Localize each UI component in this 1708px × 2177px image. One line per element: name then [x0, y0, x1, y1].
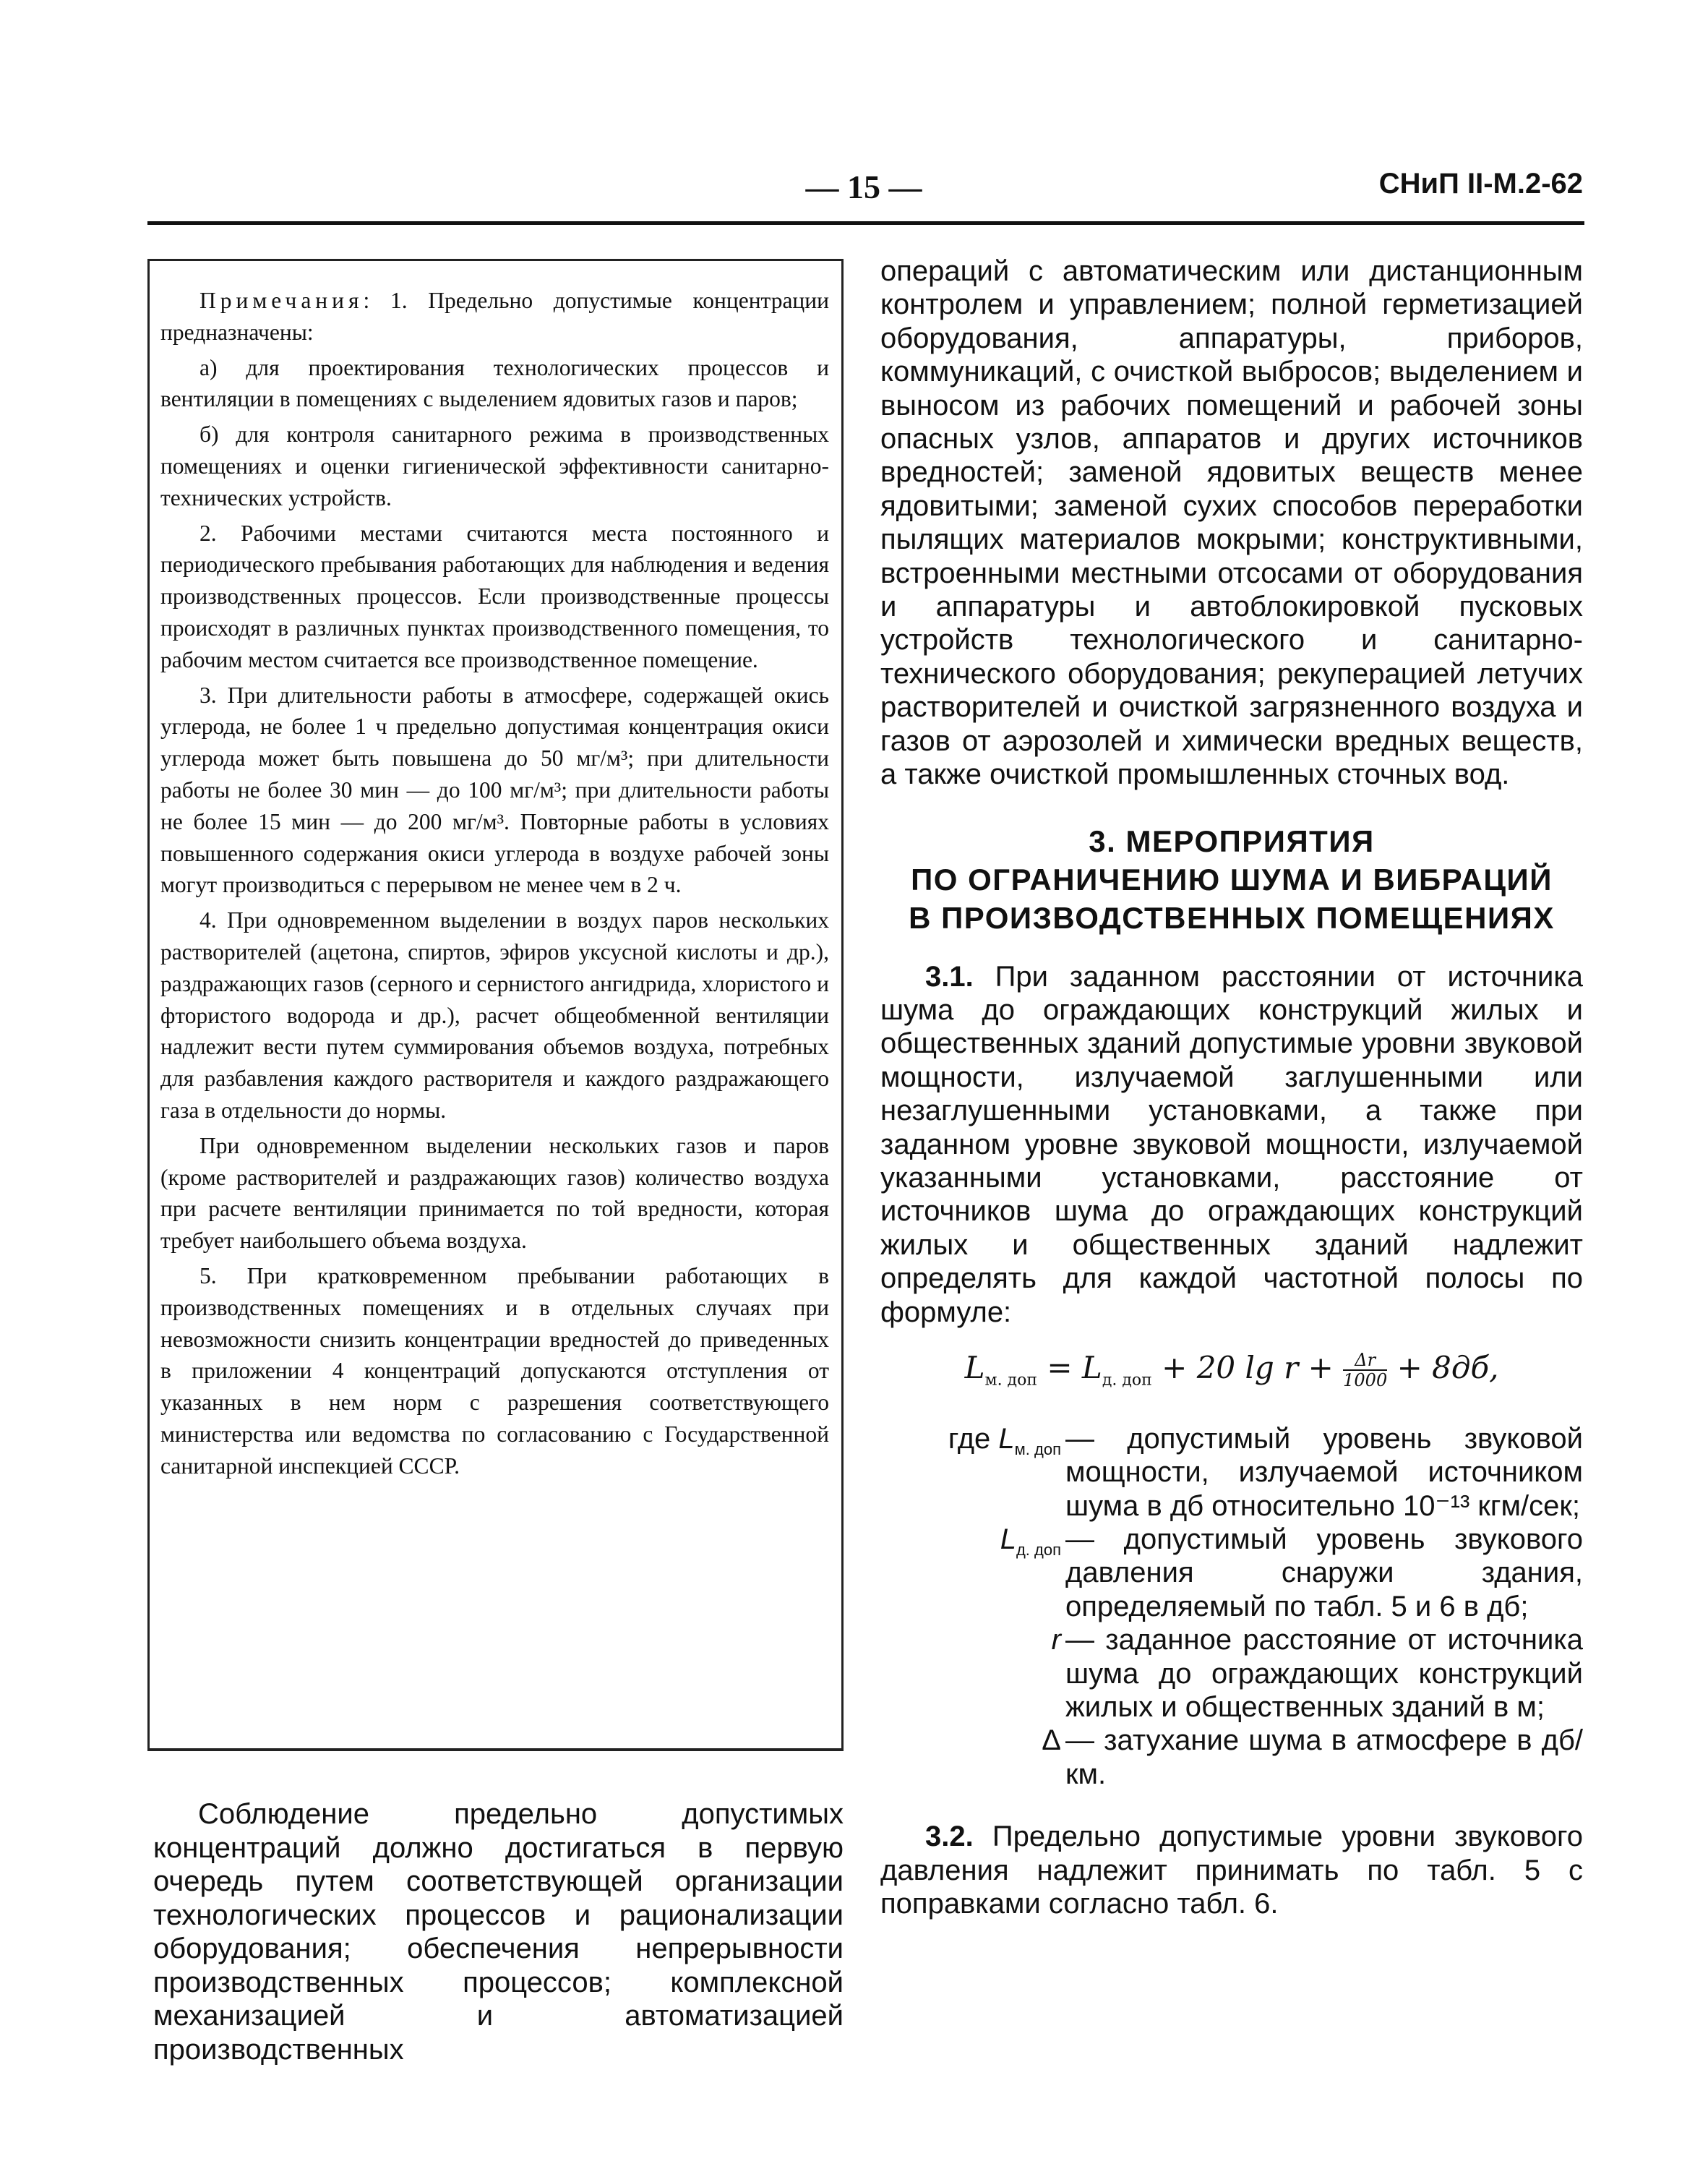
formula-term-2: + 20 lg r + [1151, 1349, 1344, 1385]
definition-text: — допустимый уровень звуковой мощности, излучаемой источником шума в дб относительно 10⁻¹³ кгм/сек; [1065, 1422, 1583, 1522]
section-title [880, 822, 1583, 937]
notes-item-5: 5. При кратковременном пребывании работающих в производственных помещениях и в отдельных случаях при невозможности снизить концентрации вредностей до приведенных в приложении 4 концентраций допускаются отступления от указанных в нем норм с разрешения соответствующего министерства или ведомства по согласованию с Государственной санитарной инспекцией СССР. [160, 1262, 829, 1479]
formula-fraction [1343, 1351, 1387, 1390]
notes-item-2: 2. Рабочими местами считаются места постоянного и периодического пребывания работающих для наблюдения и ведения производственных процессов. Если производственные процессы происходят в различных пунктах производственного помещения, то рабочим местом считается все производственное помещение. [160, 520, 829, 672]
notes-intro [160, 285, 829, 348]
document-code: СНиП II-М.2-62 [1378, 168, 1583, 200]
formula-term-1: L [1081, 1349, 1102, 1385]
section-title-line-3: В ПРОИЗВОДСТВЕННЫХ ПОМЕЩЕНИЯХ [909, 900, 1555, 935]
definition-term [880, 1623, 1065, 1724]
notes-item-a: а) для проектирования технологических процессов и вентиляции в помещениях с выделением ядовитых газов и паров; [160, 354, 829, 412]
definition-text: — заданное расстояние от источника шума до ограждающих конструкций жилых и общественных зданий в м; [1065, 1624, 1583, 1724]
right-column [880, 255, 1583, 1920]
notes-label: Примечания [199, 288, 364, 313]
notes-item-4b: При одновременном выделении нескольких газов и паров (кроме растворителей и раздражающих газов) количество воздуха при расчете вентиляции принимается по той вредности, которая требует наибольшего объема воздуха. [160, 1132, 829, 1254]
definition-subscript: д. доп [1016, 1540, 1061, 1559]
clause-3-2-text: Предельно допустимые уровни звукового давления надлежит принимать по табл. 5 с поправками согласно табл. 6. [880, 1821, 1583, 1920]
definition-prefix: где [948, 1422, 999, 1455]
section-title-line-1: 3. МЕРОПРИЯТИЯ [1089, 824, 1375, 858]
formula-term-1-sub: д. доп [1102, 1371, 1152, 1390]
notes-intro-text: : 1. Предельно допустимые концентрации предназначены: [160, 288, 829, 345]
definition-symbol: Δ [1042, 1724, 1061, 1757]
fraction-denominator: 1000 [1343, 1369, 1388, 1390]
clause-3-2-number: 3.2. [925, 1821, 974, 1853]
formula-eq: = [1037, 1349, 1082, 1385]
formula-lhs-sub: м. доп [984, 1371, 1038, 1390]
notes-item-b: б) для контроля санитарного режима в производственных помещениях и оценки гигиенической эффективности санитарно-технических устройств. [160, 422, 829, 510]
fraction-numerator: Δr [1343, 1351, 1387, 1371]
header-rule [147, 221, 1584, 225]
left-body-text [153, 1797, 844, 2066]
notes-block [160, 285, 829, 1485]
definition-term [880, 1422, 1065, 1523]
definition-symbol: r [1051, 1624, 1061, 1656]
definition-term [880, 1523, 1065, 1623]
formula-lhs: L [964, 1349, 985, 1385]
left-paragraph: Соблюдение предельно допустимых концентраций должно достигаться в первую очередь путем соответствующей организации технологических процессов и рационализации оборудования; обеспечения непрерывности производственных процессов; комплексной механизацией и автоматизацией производственных [153, 1798, 844, 2066]
right-continuation: операций с автоматическим или дистанционным контролем и управлением; полной герметизацией оборудования, аппаратуры, приборов, коммуникаций, с очисткой выбросов; выделением и выносом из рабочих помещений и рабочей зоны опасных узлов, аппаратов и других источников вредностей; заменой ядовитых веществ менее ядовитыми; заменой сухих способов переработки пылящих материалов мокрыми; конструктивными, встроенными местными отсосами от оборудования и аппаратуры и автоблокировкой пусковых устройств технологического и санитарно-технического оборудования; рекуперацией летучих растворителей и очисткой загрязненного воздуха и газов от аэрозолей и химически вредных веществ, а также очисткой промышленных сточных вод. [880, 255, 1583, 791]
definition-row [880, 1724, 1583, 1791]
definition-text: — допустимый уровень звукового давления снаружи здания, определяемый по табл. 5 и 6 в дб; [1065, 1523, 1583, 1622]
definition-symbol: L [998, 1422, 1015, 1455]
notes-item-3: 3. При длительности работы в атмосфере, содержащей окись углерода, не более 1 ч предельно допустимая концентрация окиси углерода может быть повышена до 50 мг/м³; при длительности работы не более 30 мин — до 100 мг/м³; при длительности работы не более 15 мин — до 200 мг/м³. Повторные работы в условиях повышенного содержания окиси углерода в воздухе рабочей зоны могут производиться с перерывом не менее чем в 2 ч. [160, 682, 829, 898]
page-number: — 15 — [805, 168, 922, 205]
page-header [145, 168, 1583, 217]
notes-frame-top [147, 259, 844, 261]
formula-definitions [880, 1422, 1583, 1791]
definition-text: — затухание шума в атмосфере в дб/км. [1065, 1724, 1583, 1790]
clause-3-1 [880, 960, 1583, 1329]
definition-row [880, 1623, 1583, 1724]
notes-item-4: 4. При одновременном выделении в воздух паров нескольких растворителей (ацетона, спиртов, эфиров уксусной кислоты и др.), раздражающих газов (серного и сернистого ангидрида, хлористого и фтористого водорода и др.), расчет общеобменной вентиляции надлежит вести путем суммирования объемов воздуха, потребных для разбавления каждого растворителя и каждого раздражающего газа в отдельности до нормы. [160, 907, 829, 1123]
formula [880, 1351, 1583, 1398]
definition-row [880, 1422, 1583, 1523]
definition-term [880, 1724, 1065, 1791]
clause-3-1-number: 3.1. [925, 960, 974, 993]
clause-3-2 [880, 1820, 1583, 1920]
section-title-line-2: ПО ОГРАНИЧЕНИЮ ШУМА И ВИБРАЦИЙ [911, 862, 1553, 897]
clause-3-1-text: При заданном расстоянии от источника шума до ограждающих конструкций жилых и общественных зданий допустимые уровни звуковой мощности, излучаемой заглушенными или незаглушенными установками, а также при заданном уровне звуковой мощности, излучаемой указанными установками, расстояние от источников шума до ограждающих конструкций жилых и общественных зданий надлежит определять для каждой частотной полосы по формуле: [880, 960, 1583, 1328]
definition-subscript: м. доп [1014, 1440, 1061, 1458]
notes-frame-bottom [147, 1748, 844, 1751]
definition-row [880, 1523, 1583, 1623]
formula-term-3: + 8дб, [1387, 1349, 1499, 1385]
definition-symbol: L [1000, 1523, 1016, 1555]
